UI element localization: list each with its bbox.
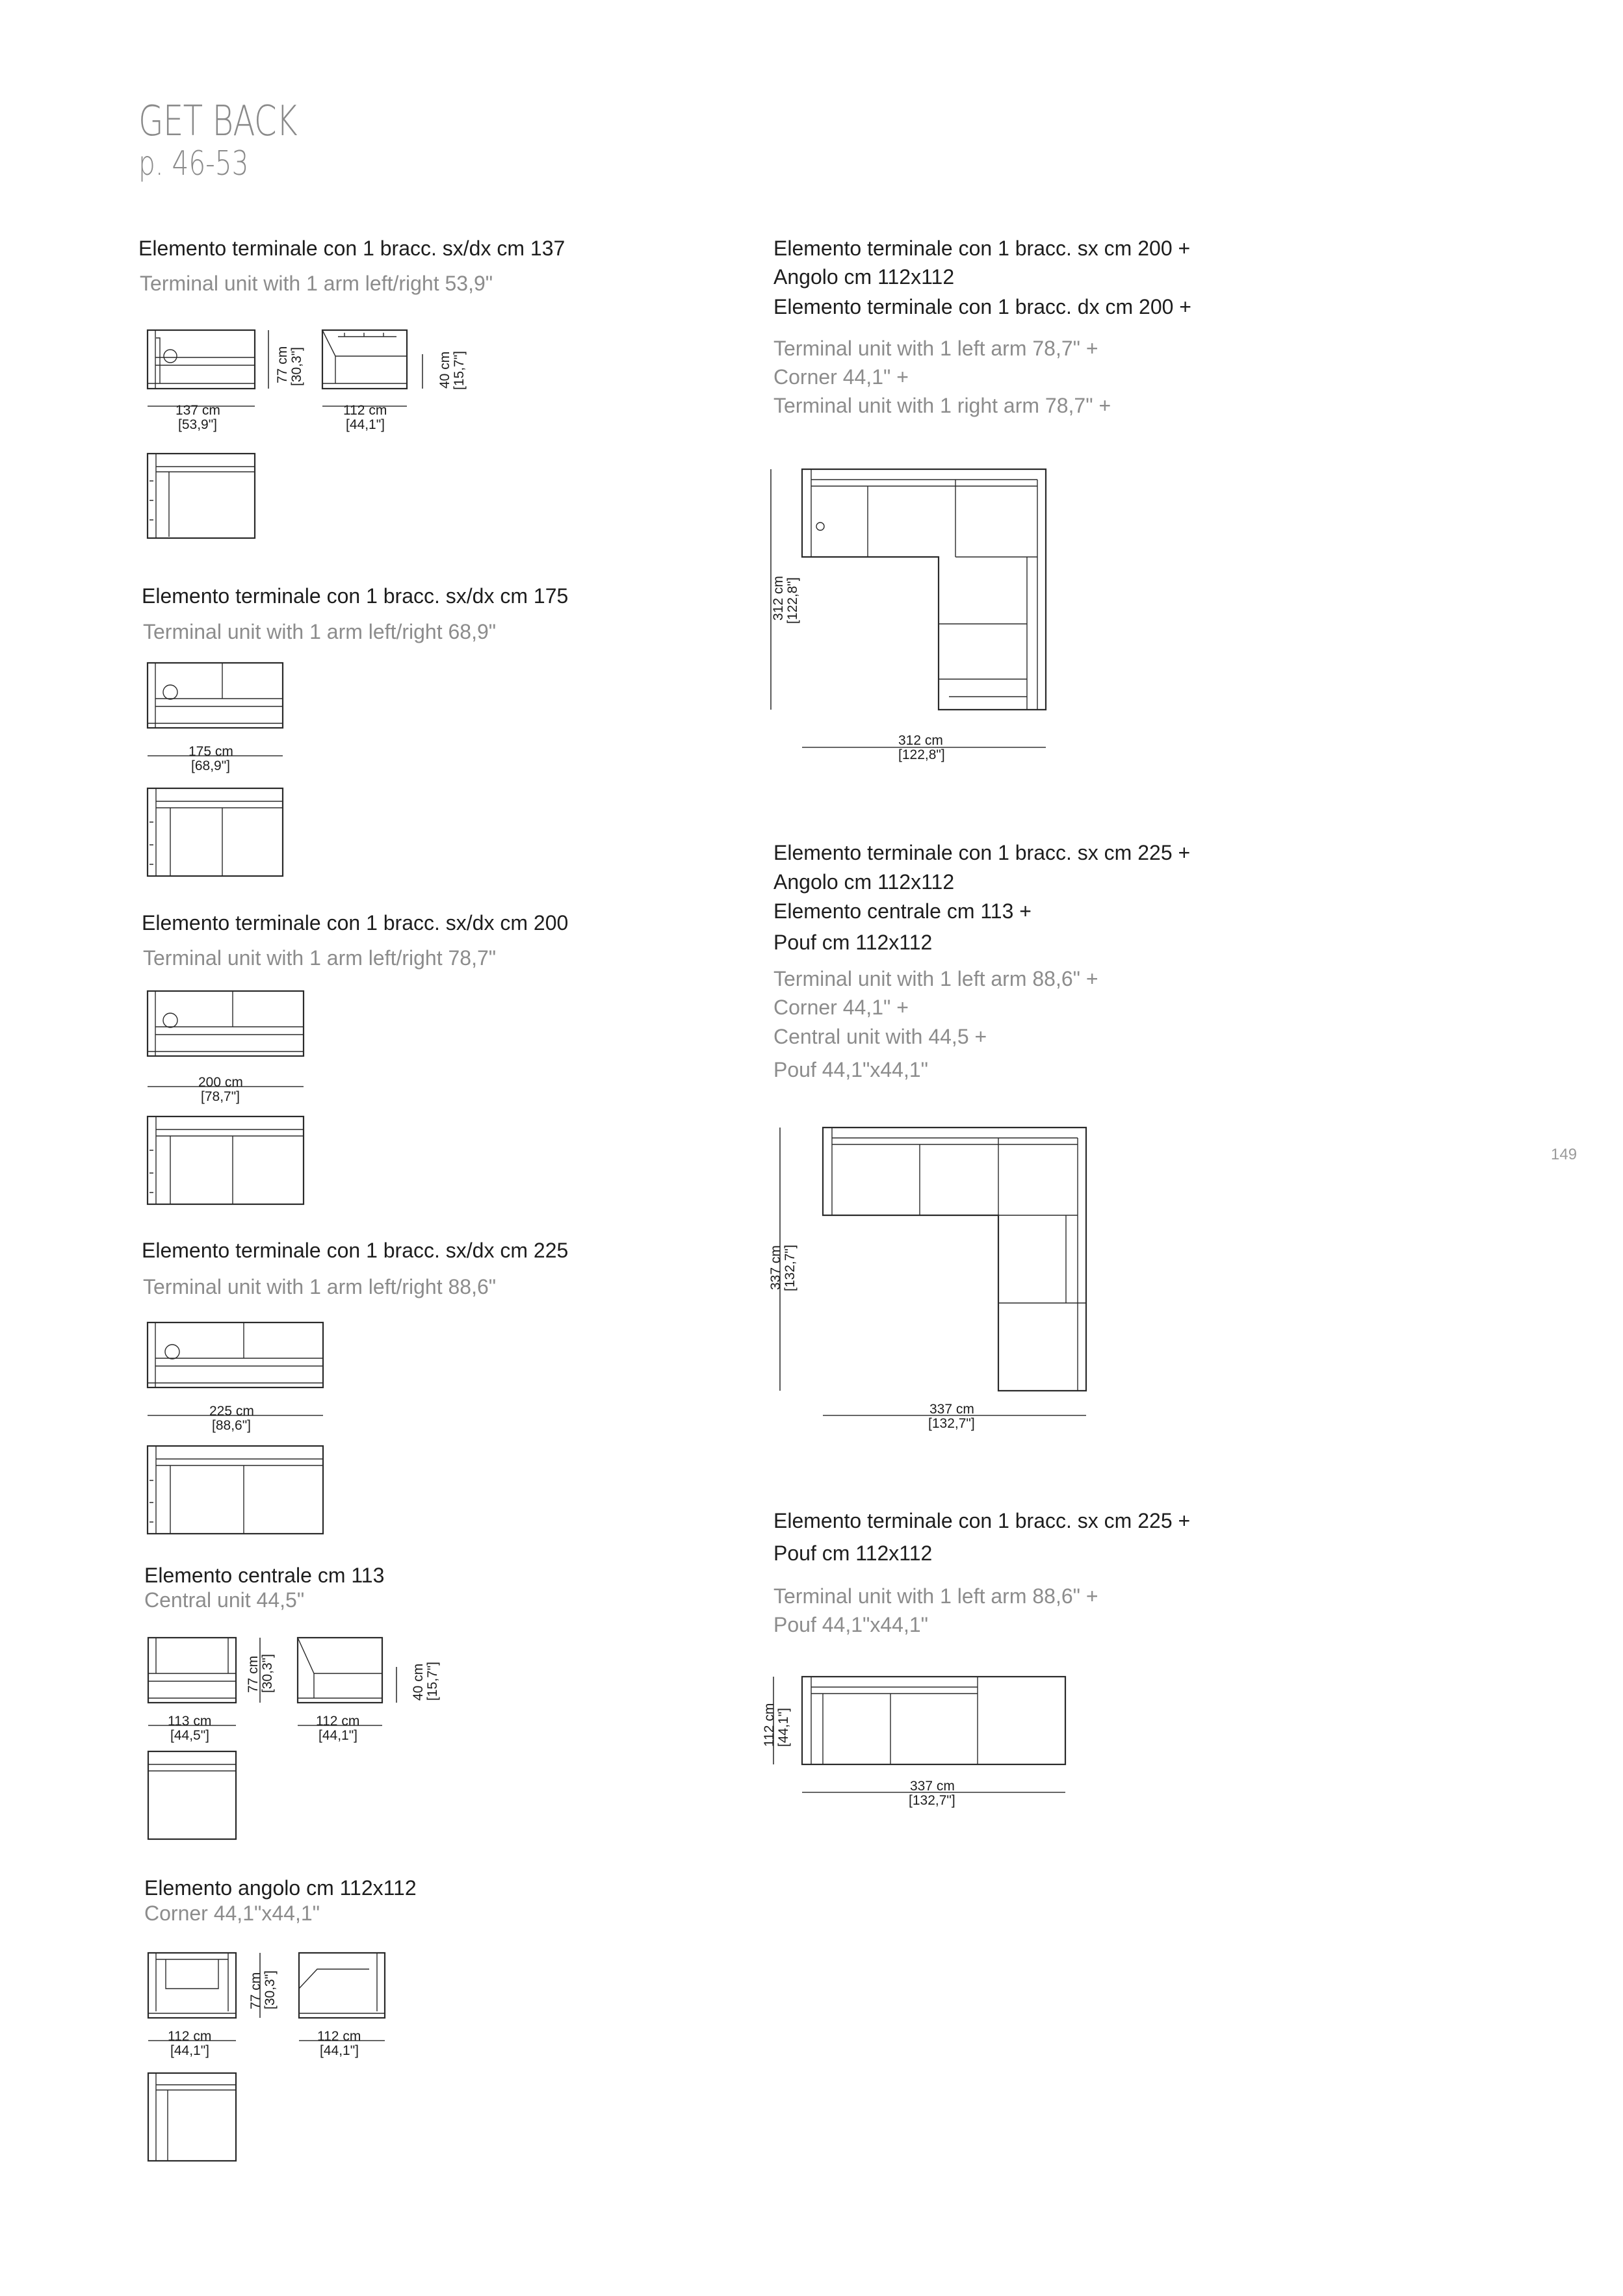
combo-desc-line: Central unit with 44,5 + — [773, 1025, 987, 1048]
svg-text:77 cm: 77 cm — [248, 1972, 263, 2009]
svg-text:112 cm: 112 cm — [316, 1714, 360, 1729]
svg-text:337 cm: 337 cm — [910, 1779, 955, 1794]
combo-desc-line: Corner 44,1" + — [773, 365, 909, 389]
svg-text:[30,3"]: [30,3"] — [263, 1970, 278, 2009]
svg-text:[122,8"]: [122,8"] — [785, 577, 800, 624]
svg-text:[15,7"]: [15,7"] — [452, 351, 467, 390]
svg-text:[44,1"]: [44,1"] — [320, 2043, 359, 2058]
combo-pouf-drawing — [760, 1670, 1085, 1820]
item-title-it: Elemento terminale con 1 bracc. sx/dx cm 175 — [142, 584, 569, 608]
height-label: 77 cm — [275, 346, 290, 383]
item-title-it: Elemento terminale con 1 bracc. sx/dx cm 225 — [142, 1239, 569, 1262]
item-title-it: Elemento angolo cm 112x112 — [144, 1876, 417, 1900]
height-label-in: [30,3"] — [289, 347, 304, 386]
combo-desc-line: Pouf 44,1"x44,1" — [773, 1058, 928, 1081]
combo-desc-line: Terminal unit with 1 left arm 88,6" + — [773, 1584, 1098, 1608]
svg-text:312 cm: 312 cm — [898, 733, 943, 748]
width-label: 175 cm — [188, 744, 233, 759]
combo-title-line: Elemento terminale con 1 bracc. sx cm 225 + — [773, 1509, 1191, 1532]
svg-text:112 cm: 112 cm — [762, 1703, 777, 1747]
svg-text:[44,1"]: [44,1"] — [318, 1728, 357, 1743]
svg-text:77 cm: 77 cm — [246, 1655, 261, 1693]
combo-title-line: Pouf cm 112x112 — [773, 931, 933, 954]
svg-text:[44,5"]: [44,5"] — [170, 1728, 209, 1743]
central-113-drawing — [130, 1628, 468, 1862]
svg-text:[44,1"]: [44,1"] — [776, 1708, 791, 1747]
svg-text:112 cm: 112 cm — [343, 403, 387, 418]
svg-text:112 cm: 112 cm — [168, 2029, 212, 2044]
item-title-en: Terminal unit with 1 arm left/right 68,9" — [143, 620, 497, 643]
combo-title-line: Angolo cm 112x112 — [773, 870, 955, 894]
combo-corner-312-drawing — [760, 455, 1066, 767]
svg-text:312 cm: 312 cm — [771, 576, 786, 621]
combo-desc-line: Terminal unit with 1 right arm 78,7" + — [773, 394, 1111, 417]
item-title-it: Elemento terminale con 1 bracc. sx/dx cm 137 — [138, 237, 565, 260]
width-label: 137 cm — [175, 403, 220, 418]
item-title-it: Elemento centrale cm 113 — [144, 1564, 385, 1587]
corner-112-drawing — [130, 1943, 403, 2171]
item-title-en: Terminal unit with 1 arm left/right 88,6" — [143, 1275, 497, 1298]
terminal-225-drawing — [130, 1313, 351, 1547]
item-title-it: Elemento terminale con 1 bracc. sx/dx cm 200 — [142, 911, 569, 935]
plan-view — [148, 454, 255, 538]
svg-text:40 cm: 40 cm — [437, 351, 452, 389]
width-label: 225 cm — [209, 1404, 254, 1419]
svg-text:[122,8"]: [122,8"] — [898, 747, 945, 762]
combo-title-line: Angolo cm 112x112 — [773, 265, 955, 289]
combo-title-line: Pouf cm 112x112 — [773, 1541, 933, 1565]
svg-text:[132,7"]: [132,7"] — [909, 1793, 955, 1808]
front-view — [148, 330, 255, 389]
svg-text:[132,7"]: [132,7"] — [783, 1245, 798, 1291]
svg-text:[78,7"]: [78,7"] — [201, 1089, 240, 1104]
terminal-200-drawing — [130, 981, 338, 1215]
document-title: GET BACK — [138, 97, 297, 146]
combo-title-line: Elemento terminale con 1 bracc. sx cm 225 + — [773, 841, 1191, 864]
svg-text:[15,7"]: [15,7"] — [425, 1662, 440, 1701]
width-label: 200 cm — [198, 1075, 243, 1090]
page-number: 149 — [1551, 1146, 1578, 1163]
svg-text:[68,9"]: [68,9"] — [191, 758, 230, 773]
svg-text:112 cm: 112 cm — [317, 2029, 361, 2044]
svg-text:40 cm: 40 cm — [411, 1663, 426, 1701]
svg-text:113 cm: 113 cm — [168, 1714, 212, 1729]
combo-desc-line: Terminal unit with 1 left arm 78,7" + — [773, 337, 1098, 360]
svg-text:337 cm: 337 cm — [929, 1402, 974, 1417]
combo-desc-line: Terminal unit with 1 left arm 88,6" + — [773, 967, 1098, 990]
combo-desc-line: Pouf 44,1"x44,1" — [773, 1613, 928, 1636]
combo-corner-337-drawing — [760, 1121, 1098, 1446]
combo-title-line: Elemento centrale cm 113 + — [773, 899, 1032, 923]
side-view — [322, 330, 407, 389]
svg-text:[44,1"]: [44,1"] — [170, 2043, 209, 2058]
item-title-en: Central unit 44,5" — [144, 1588, 305, 1612]
item-title-en: Terminal unit with 1 arm left/right 53,9" — [140, 272, 493, 295]
combo-title-line: Elemento terminale con 1 bracc. dx cm 200 + — [773, 295, 1191, 318]
combo-title-line: Elemento terminale con 1 bracc. sx cm 200 + — [773, 237, 1191, 260]
svg-text:[30,3"]: [30,3"] — [260, 1654, 275, 1693]
width-label-in: [53,9"] — [178, 417, 217, 432]
terminal-137-drawing — [130, 318, 494, 552]
item-title-en: Terminal unit with 1 arm left/right 78,7" — [143, 946, 497, 970]
svg-text:[44,1"]: [44,1"] — [346, 417, 385, 432]
svg-text:337 cm: 337 cm — [768, 1245, 783, 1290]
terminal-175-drawing — [130, 653, 325, 887]
svg-text:[132,7"]: [132,7"] — [928, 1416, 975, 1431]
item-title-en: Corner 44,1"x44,1" — [144, 1902, 320, 1925]
page-reference: p. 46-53 — [138, 144, 249, 183]
combo-desc-line: Corner 44,1" + — [773, 996, 909, 1019]
svg-text:[88,6"]: [88,6"] — [212, 1418, 251, 1433]
